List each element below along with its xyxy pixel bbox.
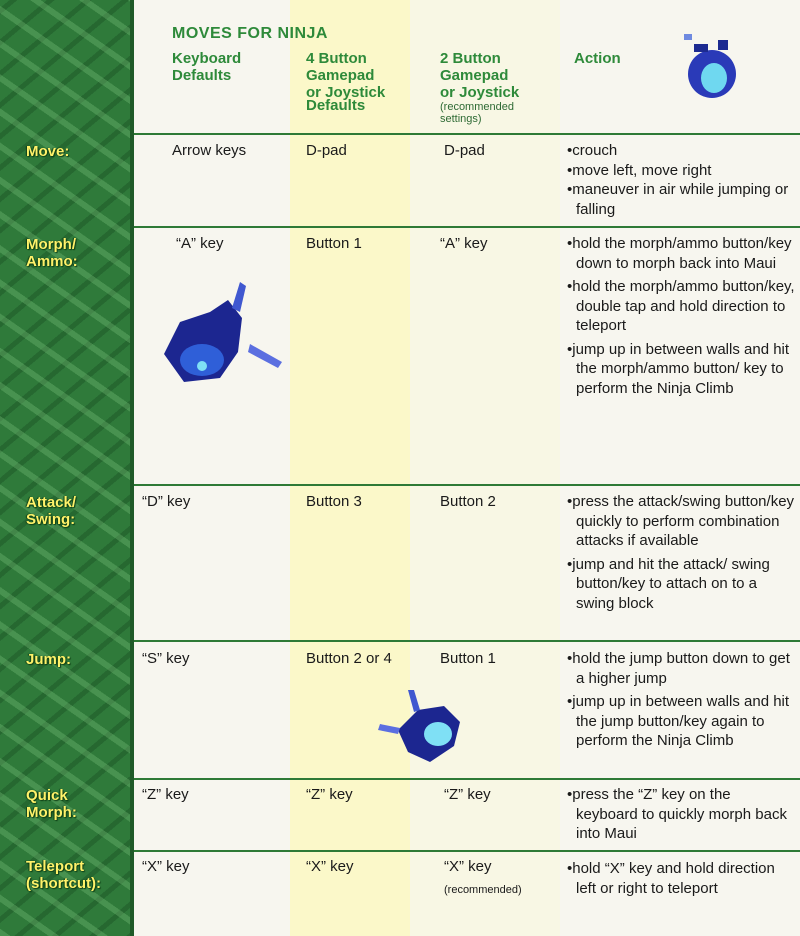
row-label-teleport: Teleport (shortcut): [26,858,101,892]
cell-two-button: Button 2 [440,493,496,510]
cell-keyboard: “S” key [142,650,190,667]
cell-two-button: “X” key (recommended) [444,857,522,900]
header-keyboard: Keyboard Defaults [172,50,242,84]
cell-actions: •hold the morph/ammo button/key down to morph back into Maui •hold the morph/ammo button/key, double tap and hold direction to teleport •jump up in between walls and hit the morph/ammo button/ key to perform the Ninja Climb [567,235,795,397]
cell-four-button: “Z” key [306,786,353,803]
cell-actions: •crouch •move left, move right •maneuver in air while jumping or falling [567,142,789,218]
header-action: Action [574,50,621,67]
row-label-quick-morph: Quick Morph: [26,787,77,821]
ninja-sprite-icon [378,690,468,770]
ninja-sprite-icon [150,282,290,392]
cell-keyboard: Arrow keys [172,142,247,159]
cell-four-button: D-pad [306,142,347,159]
cell-actions: •press the attack/swing button/key quickly to perform combination attacks if available •jump and hit the attack/ swing button/key to attach on to a swing block [567,493,795,612]
cell-actions: •hold the jump button down to get a higher jump •jump up in between walls and hit the jump button/key again to perform the Ninja Climb [567,650,790,749]
cell-note: (recommended) [444,884,522,896]
row-divider [134,484,800,486]
row-label-move: Move: [26,143,70,160]
cell-four-button: Button 2 or 4 [306,650,392,667]
cell-four-button: Button 1 [306,235,362,252]
cell-keyboard: “Z” key [142,786,189,803]
row-divider [134,226,800,228]
cell-actions: •press the “Z” key on the keyboard to quickly morph back into Maui [567,786,787,842]
row-divider [134,133,800,135]
cell-two-button: Button 1 [440,650,496,667]
cell-keyboard: “X” key [142,858,190,875]
ninja-sprite-icon [676,26,746,102]
cell-keyboard: “A” key [176,235,224,252]
cell-four-button: Button 3 [306,493,362,510]
cell-two-button: “Z” key [444,786,491,803]
cell-two-button: “A” key [440,235,488,252]
row-label-morph-ammo: Morph/ Ammo: [26,236,78,270]
row-divider [134,640,800,642]
cell-keyboard: “D” key [142,493,191,510]
row-label-jump: Jump: [26,651,71,668]
cell-actions: •hold “X” key and hold direction left or right to teleport [567,860,775,897]
row-divider [134,778,800,780]
row-divider [134,850,800,852]
header-two-button: 2 Button Gamepad or Joystick (recommended settings) [440,50,520,125]
row-label-attack-swing: Attack/ Swing: [26,494,77,528]
page-title: MOVES FOR NINJA [172,25,328,42]
cell-two-button: D-pad [444,142,485,159]
header-four-button: 4 Button Gamepad or Joystick Defaults [306,50,386,114]
cell-four-button: “X” key [306,858,354,875]
